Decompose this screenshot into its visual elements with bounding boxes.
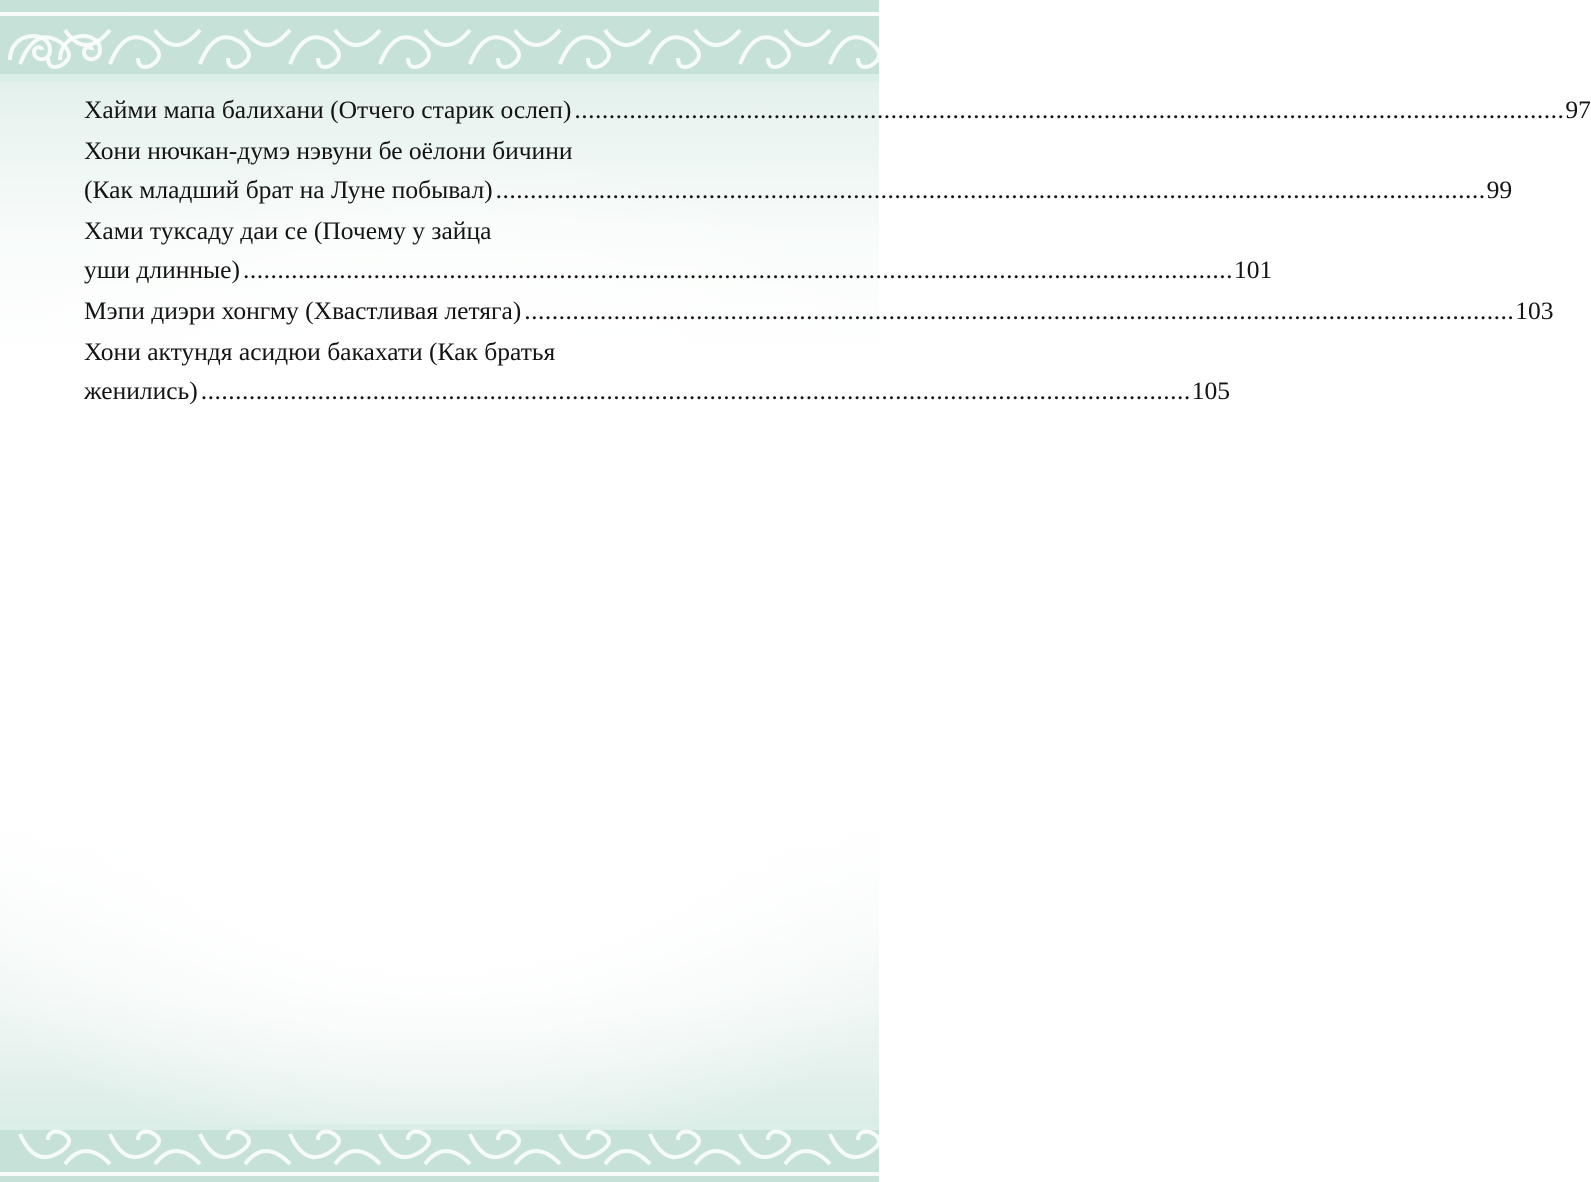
dot-leader: ................................................................................................................................................ xyxy=(200,376,1191,405)
toc-page-number: 97 xyxy=(1565,95,1591,124)
toc-page-number: 105 xyxy=(1191,376,1230,405)
toc-entry-title: Хайми мапа балихани (Отчего старик ослеп) xyxy=(84,95,572,124)
toc-entry-title: (Как младший брат на Луне побывал) xyxy=(84,175,493,204)
toc-entry-title-line: Хони нючкан-думэ нэвуни бе оёлони бичини xyxy=(84,136,573,165)
dot-leader: ................................................................................................................................................ xyxy=(524,296,1515,325)
toc-page-number: 99 xyxy=(1486,175,1513,204)
table-of-contents xyxy=(84,90,1591,412)
bottom-ornament-border-icon xyxy=(0,1124,879,1182)
toc-entry-5 xyxy=(84,332,1230,410)
toc-entry-title: уши длинные) xyxy=(84,255,240,284)
toc-entry-1 xyxy=(84,90,1591,129)
toc-entry-title: женились) xyxy=(84,376,198,405)
dot-leader: ................................................................................................................................................ xyxy=(495,175,1486,204)
toc-entry-2 xyxy=(84,131,1513,209)
toc-entry-4 xyxy=(84,291,1554,330)
dot-leader: ................................................................................................................................................ xyxy=(574,95,1565,124)
toc-entry-title-line: Хони актундя асидюи бакахати (Как братья xyxy=(84,337,556,366)
toc-entry-title: Мэпи диэри хонгму (Хвастливая летяга) xyxy=(84,296,522,325)
toc-entry-3 xyxy=(84,211,1273,289)
dot-leader: ................................................................................................................................................ xyxy=(243,255,1233,284)
toc-entry-title-line: Хами туксаду даи се (Почему у зайца xyxy=(84,216,492,245)
toc-page-number: 103 xyxy=(1515,296,1554,325)
toc-page-number: 101 xyxy=(1234,255,1273,284)
top-ornament-border-icon xyxy=(0,0,879,82)
